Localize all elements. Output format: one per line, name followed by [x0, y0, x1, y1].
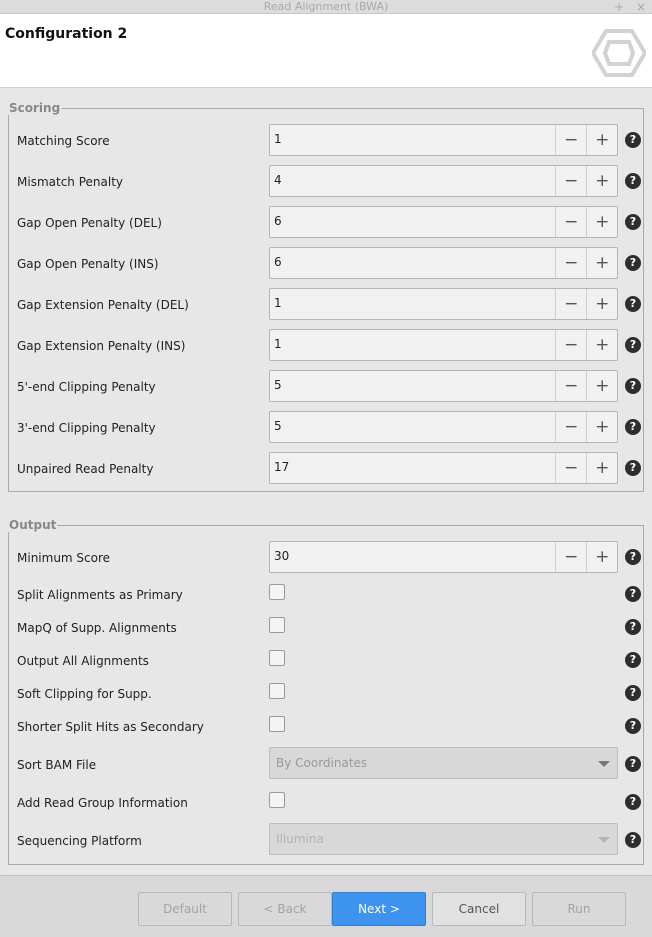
decrement-button[interactable]: −	[564, 212, 579, 232]
mismatch-penalty-spinbox[interactable]	[269, 165, 618, 197]
increment-button[interactable]: +	[586, 289, 617, 319]
help-icon[interactable]: ?	[625, 419, 641, 435]
next-button[interactable]: Next >	[332, 892, 426, 926]
help-icon[interactable]: ?	[625, 756, 641, 772]
hexagon-logo-icon	[592, 28, 646, 78]
five-prime-clipping-spinbox[interactable]	[269, 370, 618, 402]
field-label: Soft Clipping for Supp.	[17, 687, 152, 701]
sequencing-platform-select	[269, 823, 618, 855]
help-icon[interactable]: ?	[625, 214, 641, 230]
window-title: Read Alignment (BWA)	[263, 0, 389, 13]
field-label: 5'-end Clipping Penalty	[17, 380, 156, 394]
chevron-down-icon	[598, 837, 610, 843]
help-icon[interactable]: ?	[625, 549, 641, 565]
field-label: MapQ of Supp. Alignments	[17, 621, 177, 635]
decrement-button[interactable]: −	[564, 335, 579, 355]
split-alignments-primary-checkbox[interactable]	[269, 584, 285, 600]
shorter-split-hits-secondary-checkbox[interactable]	[269, 716, 285, 732]
close-icon[interactable]: ×	[636, 0, 647, 14]
help-icon[interactable]: ?	[625, 619, 641, 635]
field-label: Gap Open Penalty (DEL)	[17, 216, 162, 230]
mapq-supp-alignments-checkbox[interactable]	[269, 617, 285, 633]
gap-extension-del-spinbox[interactable]	[269, 288, 618, 320]
spin-value[interactable]: 1	[274, 337, 282, 351]
default-button[interactable]: Default	[138, 892, 232, 926]
wizard-footer	[0, 875, 652, 937]
three-prime-clipping-spinbox[interactable]	[269, 411, 618, 443]
field-label: Sequencing Platform	[17, 834, 142, 848]
matching-score-spinbox[interactable]	[269, 124, 618, 156]
field-label: Shorter Split Hits as Secondary	[17, 720, 204, 734]
increment-button[interactable]: +	[586, 371, 617, 401]
field-label: Minimum Score	[17, 551, 111, 565]
spin-value[interactable]: 30	[274, 549, 290, 563]
help-icon[interactable]: ?	[625, 173, 641, 189]
add-read-group-checkbox[interactable]	[269, 792, 285, 808]
output-all-alignments-checkbox[interactable]	[269, 650, 285, 666]
spin-value[interactable]: 1	[274, 296, 282, 310]
help-icon[interactable]: ?	[625, 794, 641, 810]
run-button[interactable]: Run	[532, 892, 626, 926]
decrement-button[interactable]: −	[564, 547, 579, 567]
field-label: Gap Extension Penalty (INS)	[17, 339, 186, 353]
decrement-button[interactable]: −	[564, 417, 579, 437]
help-icon[interactable]: ?	[625, 718, 641, 734]
increment-button[interactable]: +	[586, 330, 617, 360]
chevron-down-icon[interactable]	[598, 761, 610, 767]
scoring-group-title: Scoring	[9, 101, 61, 115]
help-icon[interactable]: ?	[625, 296, 641, 312]
field-label: Sort BAM File	[17, 758, 97, 772]
field-label: 3'-end Clipping Penalty	[17, 421, 156, 435]
help-icon[interactable]: ?	[625, 460, 641, 476]
minimum-score-spinbox[interactable]	[269, 541, 618, 573]
gap-open-ins-spinbox[interactable]	[269, 247, 618, 279]
help-icon[interactable]: ?	[625, 378, 641, 394]
help-icon[interactable]: ?	[625, 132, 641, 148]
wizard-header	[0, 14, 652, 88]
gap-extension-ins-spinbox[interactable]	[269, 329, 618, 361]
field-label: Split Alignments as Primary	[17, 588, 183, 602]
increment-button[interactable]: +	[586, 207, 617, 237]
spin-value[interactable]: 4	[274, 173, 282, 187]
field-label: Output All Alignments	[17, 654, 149, 668]
output-group-title: Output	[9, 518, 57, 532]
field-label: Add Read Group Information	[17, 796, 188, 810]
field-label: Gap Extension Penalty (DEL)	[17, 298, 189, 312]
decrement-button[interactable]: −	[564, 253, 579, 273]
help-icon[interactable]: ?	[625, 255, 641, 271]
select-value: By Coordinates	[276, 756, 368, 770]
decrement-button[interactable]: −	[564, 171, 579, 191]
help-icon[interactable]: ?	[625, 586, 641, 602]
decrement-button[interactable]: −	[564, 458, 579, 478]
help-icon[interactable]: ?	[625, 337, 641, 353]
spin-value[interactable]: 5	[274, 419, 282, 433]
increment-button[interactable]: +	[586, 453, 617, 483]
help-icon[interactable]: ?	[625, 652, 641, 668]
decrement-button[interactable]: −	[564, 130, 579, 150]
pin-icon[interactable]: +	[614, 0, 625, 14]
spin-value[interactable]: 5	[274, 378, 282, 392]
field-label: Unpaired Read Penalty	[17, 462, 154, 476]
soft-clipping-supp-checkbox[interactable]	[269, 683, 285, 699]
spin-value[interactable]: 6	[274, 214, 282, 228]
increment-button[interactable]: +	[586, 412, 617, 442]
help-icon[interactable]: ?	[625, 685, 641, 701]
window-titlebar	[0, 0, 652, 14]
increment-button[interactable]: +	[586, 125, 617, 155]
spin-value[interactable]: 1	[274, 132, 282, 146]
increment-button[interactable]: +	[586, 166, 617, 196]
help-icon[interactable]: ?	[625, 832, 641, 848]
cancel-button[interactable]: Cancel	[432, 892, 526, 926]
page-title: Configuration 2	[5, 26, 128, 42]
unpaired-read-penalty-spinbox[interactable]	[269, 452, 618, 484]
sort-bam-file-select[interactable]	[269, 747, 618, 779]
field-label: Mismatch Penalty	[17, 175, 123, 189]
increment-button[interactable]: +	[586, 542, 617, 572]
select-value: Illumina	[276, 832, 324, 846]
spin-value[interactable]: 6	[274, 255, 282, 269]
gap-open-del-spinbox[interactable]	[269, 206, 618, 238]
decrement-button[interactable]: −	[564, 294, 579, 314]
back-button[interactable]: < Back	[238, 892, 332, 926]
decrement-button[interactable]: −	[564, 376, 579, 396]
increment-button[interactable]: +	[586, 248, 617, 278]
field-label: Matching Score	[17, 134, 110, 148]
field-label: Gap Open Penalty (INS)	[17, 257, 159, 271]
spin-value[interactable]: 17	[274, 460, 290, 474]
